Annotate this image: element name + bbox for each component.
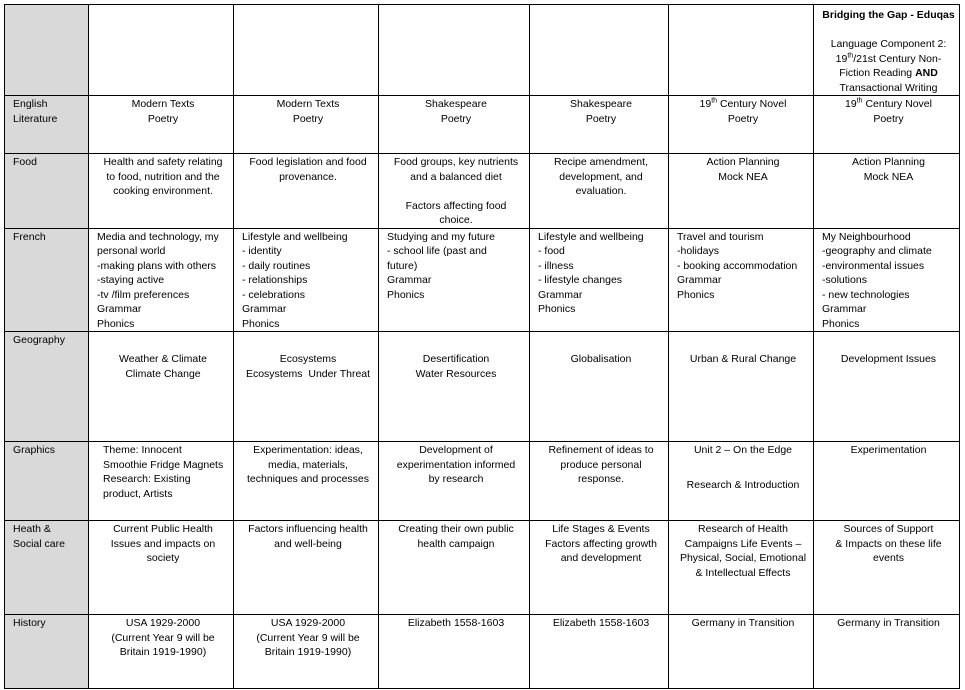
cell-history-3: Elizabeth 1558-1603	[379, 615, 530, 689]
cell-french-1: Media and technology, my personal world -making plans with others -staying active -tv /film preferences Grammar Phonics	[89, 228, 234, 332]
cell-history-2: USA 1929-2000 (Current Year 9 will be Britain 1919-1990)	[234, 615, 379, 689]
cell-food-1: Health and safety relating to food, nutrition and the cooking environment.	[89, 154, 234, 229]
page-title: Bridging the Gap - Eduqas	[822, 9, 955, 21]
cell-graphics-2: Experimentation: ideas, media, materials, techniques and processes	[234, 442, 379, 521]
cell-graphics-6: Experimentation	[814, 442, 960, 521]
row-history	[5, 615, 960, 689]
subject-english-literature: English Literature	[5, 96, 89, 154]
cell-english-2: Modern Texts Poetry	[234, 96, 379, 154]
cell-health-4: Life Stages & Events Factors affecting growth and development	[530, 521, 669, 615]
cell-geography-2: Ecosystems Ecosystems Under Threat	[234, 332, 379, 442]
row-graphics	[5, 442, 960, 521]
header-row	[5, 5, 960, 96]
cell-english-1: Modern Texts Poetry	[89, 96, 234, 154]
cell-food-2: Food legislation and food provenance.	[234, 154, 379, 229]
header-cell-5	[669, 5, 814, 96]
cell-english-5: 19th Century Novel Poetry	[669, 96, 814, 154]
header-cell-6	[814, 5, 960, 96]
row-food	[5, 154, 960, 229]
cell-graphics-1: Theme: Innocent Smoothie Fridge Magnets Research: Existing product, Artists	[89, 442, 234, 521]
cell-english-4: Shakespeare Poetry	[530, 96, 669, 154]
cell-graphics-3: Development of experimentation informed by research	[379, 442, 530, 521]
cell-english-6: 19th Century Novel Poetry	[814, 96, 960, 154]
row-geography	[5, 332, 960, 442]
language-line-2: 19th/21st Century Non-	[835, 52, 942, 65]
subject-food: Food	[5, 154, 89, 229]
language-line-4: Transactional Writing	[839, 81, 938, 94]
corner-cell	[5, 5, 89, 96]
cell-health-6: Sources of Support & Impacts on these life events	[814, 521, 960, 615]
cell-food-4: Recipe amendment, development, and evaluation.	[530, 154, 669, 229]
cell-english-3: Shakespeare Poetry	[379, 96, 530, 154]
cell-french-3: Studying and my future - school life (past and future) Grammar Phonics	[379, 228, 530, 332]
cell-geography-4: Globalisation	[530, 332, 669, 442]
subject-health-social-care: Heath & Social care	[5, 521, 89, 615]
cell-food-3: Food groups, key nutrients and a balanced diet Factors affecting food choice.	[379, 154, 530, 229]
cell-food-6: Action Planning Mock NEA	[814, 154, 960, 229]
cell-french-2: Lifestyle and wellbeing - identity - daily routines - relationships - celebrations Grammar Phonics	[234, 228, 379, 332]
subject-geography: Geography	[5, 332, 89, 442]
cell-geography-3: Desertification Water Resources	[379, 332, 530, 442]
cell-health-3: Creating their own public health campaign	[379, 521, 530, 615]
cell-geography-5: Urban & Rural Change	[669, 332, 814, 442]
cell-history-6: Germany in Transition	[814, 615, 960, 689]
cell-french-6: My Neighbourhood -geography and climate -environmental issues -solutions - new technologies Grammar Phonics	[814, 228, 960, 332]
cell-history-5: Germany in Transition	[669, 615, 814, 689]
cell-geography-6: Development Issues	[814, 332, 960, 442]
row-health-social-care	[5, 521, 960, 615]
cell-history-4: Elizabeth 1558-1603	[530, 615, 669, 689]
row-french	[5, 228, 960, 332]
curriculum-grid	[4, 4, 960, 689]
subject-french: French	[5, 228, 89, 332]
cell-geography-1: Weather & Climate Climate Change	[89, 332, 234, 442]
header-cell-1	[89, 5, 234, 96]
language-line-1: Language Component 2:	[830, 38, 947, 50]
cell-french-5: Travel and tourism -holidays - booking accommodation Grammar Phonics	[669, 228, 814, 332]
subject-history: History	[5, 615, 89, 689]
header-cell-3	[379, 5, 530, 96]
cell-food-5: Action Planning Mock NEA	[669, 154, 814, 229]
header-cell-2	[234, 5, 379, 96]
cell-health-5: Research of Health Campaigns Life Events – Physical, Social, Emotional & Intellectual Effects	[669, 521, 814, 615]
cell-health-1: Current Public Health Issues and impacts on society	[89, 521, 234, 615]
subject-graphics: Graphics	[5, 442, 89, 521]
language-line-3: Fiction Reading AND	[839, 67, 938, 79]
cell-french-4: Lifestyle and wellbeing - food - illness - lifestyle changes Grammar Phonics	[530, 228, 669, 332]
row-english-literature	[5, 96, 960, 154]
cell-graphics-5: Unit 2 – On the Edge Research & Introduction	[669, 442, 814, 521]
cell-history-1: USA 1929-2000 (Current Year 9 will be Britain 1919-1990)	[89, 615, 234, 689]
cell-health-2: Factors influencing health and well-being	[234, 521, 379, 615]
cell-graphics-4: Refinement of ideas to produce personal response.	[530, 442, 669, 521]
header-cell-4	[530, 5, 669, 96]
